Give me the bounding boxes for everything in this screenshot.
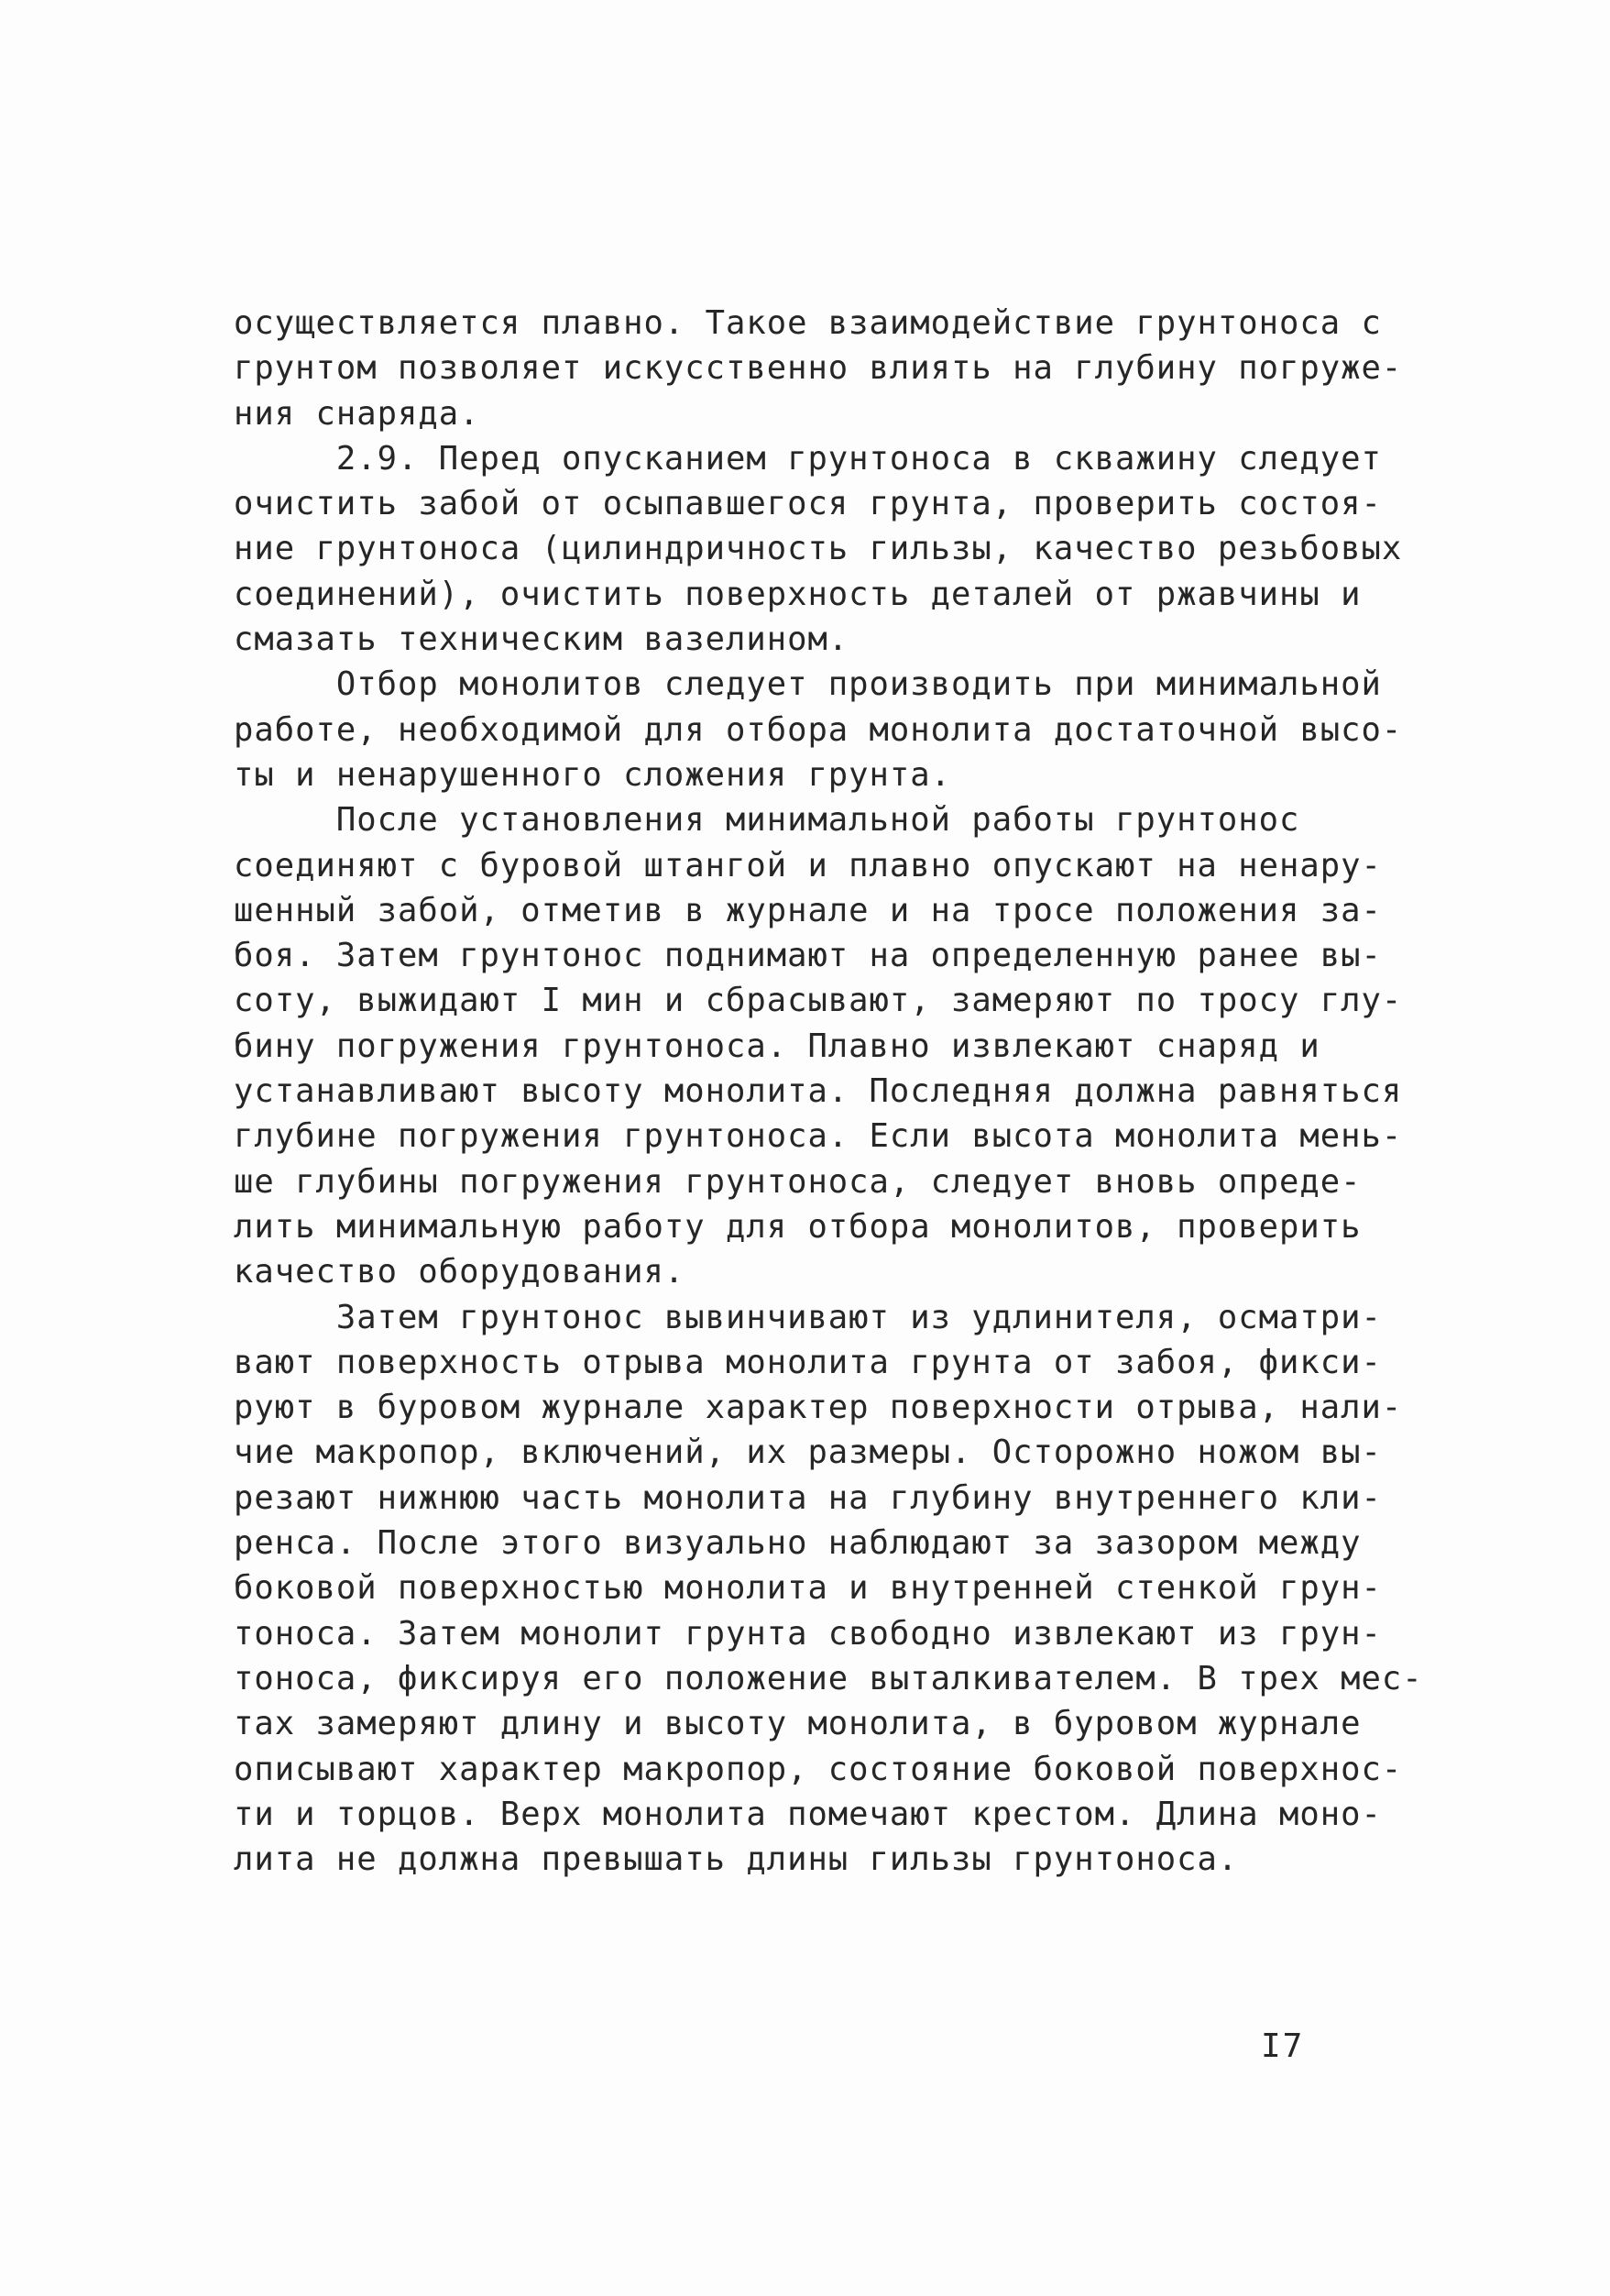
text-line: качество оборудования.	[234, 1253, 685, 1291]
text-line: ние грунтоноса (цилиндричность гильзы, качество резьбовых	[234, 530, 1403, 568]
text-line: описывают характер макропор, состояние боковой поверхнос-	[234, 1750, 1403, 1788]
text-line: тах замеряют длину и высоту монолита, в буровом журнале	[234, 1705, 1362, 1743]
text-line: соту, выжидают I мин и сбрасывают, замеряют по тросу глу-	[234, 982, 1403, 1020]
text-line: руют в буровом журнале характер поверхности отрыва, нали-	[234, 1389, 1403, 1427]
text-line: вают поверхность отрыва монолита грунта от забоя, фикси-	[234, 1343, 1382, 1381]
text-line: глубине погружения грунтоноса. Если высота монолита мень-	[234, 1117, 1403, 1156]
text-line: ти и торцов. Верх монолита помечают крестом. Длина моно-	[234, 1795, 1382, 1833]
text-line: лить минимальную работу для отбора монолитов, проверить	[234, 1207, 1362, 1246]
text-line: боя. Затем грунтонос поднимают на определенную ранее вы-	[234, 937, 1382, 975]
text-line: Затем грунтонос вывинчивают из удлинителя, осматри-	[234, 1298, 1382, 1336]
text-line: ния снаряда.	[234, 394, 480, 433]
text-line: шенный забой, отметив в журнале и на тросе положения за-	[234, 891, 1382, 929]
text-line: тоноса, фиксируя его положение выталкивателем. В трех мес-	[234, 1659, 1423, 1697]
page-number: I7	[1261, 2027, 1305, 2065]
text-line: осуществляется плавно. Такое взаимодействие грунтоноса с	[234, 304, 1382, 342]
text-line: ренса. После этого визуально наблюдают за зазором между	[234, 1524, 1362, 1563]
text-line: работе, необходимой для отбора монолита достаточной высо-	[234, 710, 1403, 749]
text-line: чие макропор, включений, их размеры. Осторожно ножом вы-	[234, 1434, 1382, 1472]
text-line: Отбор монолитов следует производить при минимальной	[234, 665, 1382, 704]
text-line: резают нижнюю часть монолита на глубину внутреннего кли-	[234, 1478, 1382, 1517]
text-line: лита не должна превышать длины гильзы грунтоноса.	[234, 1840, 1239, 1879]
body-text	[234, 301, 1425, 1882]
text-line: тоноса. Затем монолит грунта свободно извлекают из грун-	[234, 1614, 1382, 1653]
text-line: бину погружения грунтоноса. Плавно извлекают снаряд и	[234, 1027, 1320, 1065]
text-line: боковой поверхностью монолита и внутренней стенкой грун-	[234, 1569, 1382, 1608]
text-line: очистить забой от осыпавшегося грунта, проверить состоя-	[234, 485, 1382, 523]
text-line: ты и ненарушенного сложения грунта.	[234, 755, 952, 794]
text-line: грунтом позволяет искусственно влиять на глубину погруже-	[234, 349, 1403, 388]
text-line: После установления минимальной работы грунтонос	[234, 801, 1300, 840]
text-line: 2.9. Перед опусканием грунтоноса в скважину следует	[234, 439, 1382, 478]
text-line: соединений), очистить поверхность деталей от ржавчины и	[234, 575, 1362, 613]
text-line: смазать техническим вазелином.	[234, 621, 849, 659]
text-line: устанавливают высоту монолита. Последняя должна равняться	[234, 1072, 1403, 1111]
text-line: ше глубины погружения грунтоноса, следует вновь опреде-	[234, 1162, 1362, 1201]
text-line: соединяют с буровой штангой и плавно опускают на ненару-	[234, 846, 1382, 884]
